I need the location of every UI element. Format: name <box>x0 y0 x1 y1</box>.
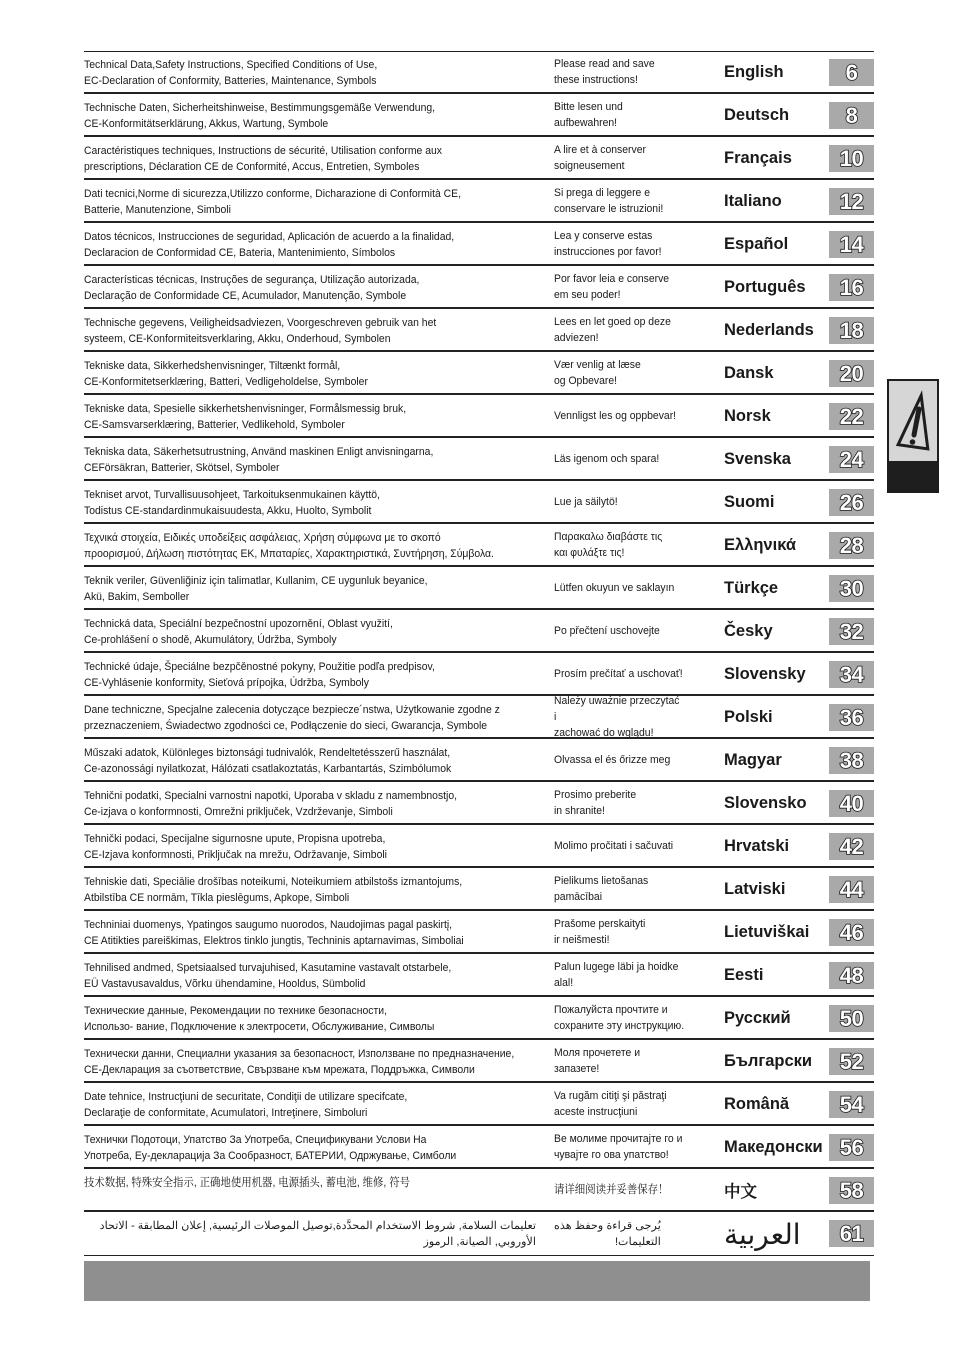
toc-note-text: Моля прочетете и запазете! <box>554 1047 641 1075</box>
toc-page-number[interactable]: 50 <box>829 1005 874 1032</box>
toc-note <box>554 1213 704 1255</box>
toc-note-text: A lire et à conserver soigneusement <box>554 144 646 172</box>
toc-note-text: Molimo pročitati i sačuvati <box>554 840 674 852</box>
toc-note-text: 请详细阅读并妥善保存！ <box>554 1184 669 1196</box>
toc-row[interactable] <box>84 181 874 223</box>
toc-description <box>84 1175 516 1191</box>
toc-page-number[interactable]: 34 <box>829 661 874 688</box>
toc-row[interactable] <box>84 310 874 352</box>
toc-row[interactable] <box>84 52 874 94</box>
toc-description-line: przeznaczeniem, Świadectwo zgodności ce, Podłączenie do sieci, Gwarancja, Symbole <box>84 720 488 732</box>
toc-note <box>554 482 694 522</box>
warning-exclamation-icon <box>889 381 937 461</box>
toc-description <box>84 186 516 218</box>
toc-description-line: Технические данные, Рекомендации по технике безопасности, <box>84 1005 387 1017</box>
toc-note <box>554 224 694 264</box>
toc-note-text: Vennligst les og oppbevar! <box>554 410 677 422</box>
toc-note-text: Prosím prečítať a uschovať! <box>554 668 683 680</box>
toc-description-line: Dane techniczne, Specjalne zalecenia dotyczące bezpiecze´nstwa, Użytkowanie zgodne z <box>84 704 500 716</box>
toc-language[interactable]: Español <box>724 234 789 253</box>
toc-note-text: Lütfen okuyun ve saklayın <box>554 582 675 594</box>
toc-description-line: EÜ Vastavusavaldus, Võrku ühendamine, Hooldus, Sümbolid <box>84 978 366 990</box>
toc-row[interactable] <box>84 697 874 739</box>
toc-note <box>554 912 694 952</box>
toc-description-line: الأوروبي, الصيانة, الرموز <box>423 1236 536 1248</box>
toc-page-number[interactable]: 12 <box>829 188 874 215</box>
toc-language[interactable]: Русский <box>724 1008 791 1027</box>
toc-description <box>84 874 516 906</box>
toc-language[interactable]: Română <box>724 1094 790 1113</box>
toc-page-number[interactable]: 40 <box>829 790 874 817</box>
toc-description-line: CE-Vyhlásenie konformity, Sieťová prípojka, Údržba, Symboly <box>84 677 369 689</box>
toc-page-number[interactable]: 54 <box>829 1091 874 1118</box>
toc-page-number[interactable]: 28 <box>829 532 874 559</box>
toc-note <box>554 826 694 866</box>
toc-description-line: CE-Декларация за съответствие, Свързване към мрежата, Поддръжка, Символи <box>84 1064 475 1076</box>
toc-description-line: Technické údaje, Špeciálne bezpčěnostné pokyny, Použitie podľa predpisov, <box>84 661 435 673</box>
footer-band <box>84 1261 870 1301</box>
toc-row[interactable] <box>84 568 874 610</box>
toc-row[interactable] <box>84 525 874 567</box>
toc-description <box>84 1218 536 1250</box>
toc-language[interactable]: Eesti <box>724 965 764 984</box>
toc-page-number[interactable]: 44 <box>829 876 874 903</box>
toc-language[interactable]: Nederlands <box>724 320 814 339</box>
toc-language[interactable]: Slovensky <box>724 664 806 683</box>
toc-description <box>84 788 516 820</box>
toc-row[interactable] <box>84 95 874 137</box>
toc-description-line: Datos técnicos, Instrucciones de seguridad, Aplicación de acuerdo a la finalidad, <box>84 231 455 243</box>
toc-description-line: Технички Подотоци, Упатство За Употреба, Спецификувани Услови На <box>84 1134 427 1146</box>
toc-page-number[interactable]: 32 <box>829 618 874 645</box>
toc-page-number[interactable]: 6 <box>829 59 874 86</box>
toc-row[interactable] <box>84 396 874 438</box>
toc-page-number[interactable]: 42 <box>829 833 874 860</box>
toc-description-line: Características técnicas, Instruções de segurança, Utilização autorizada, <box>84 274 420 286</box>
toc-page-number[interactable]: 22 <box>829 403 874 430</box>
toc-note-text: Vær venlig at læse og Opbevare! <box>554 359 641 387</box>
toc-note <box>554 1127 694 1167</box>
toc-note <box>554 783 694 823</box>
toc-language[interactable]: Slovensko <box>724 793 807 812</box>
toc-note <box>554 439 694 479</box>
toc-note-text: Lees en let goed op deze adviezen! <box>554 316 671 344</box>
toc-page-number[interactable]: 10 <box>829 145 874 172</box>
toc-note <box>554 869 694 909</box>
toc-row[interactable] <box>84 267 874 309</box>
table-of-contents <box>84 51 874 1257</box>
toc-description <box>84 487 516 519</box>
toc-page-number[interactable]: 48 <box>829 962 874 989</box>
toc-note <box>554 95 694 135</box>
toc-language[interactable]: Dansk <box>724 363 774 382</box>
toc-description-line: Ce-azonossági nyilatkozat, Hálózati csatlakoztatás, Karbantartás, Szimbólumok <box>84 763 452 775</box>
toc-description <box>84 57 516 89</box>
toc-description-line: Использо- вание, Подключение к электросети, Обслуживание, Символы <box>84 1021 435 1033</box>
toc-description <box>84 358 516 390</box>
toc-description-line: Akü, Bakim, Semboller <box>84 591 190 603</box>
toc-page-number[interactable]: 52 <box>829 1048 874 1075</box>
toc-note <box>554 310 694 350</box>
toc-row[interactable] <box>84 740 874 782</box>
toc-description-line: Tekniska data, Säkerhetsutrustning, Använd maskinen Enligt anvisningarna, <box>84 446 434 458</box>
toc-note <box>554 998 694 1038</box>
toc-note-text: يُرجى قراءة وحفظ هذه التعليمات! <box>554 1220 661 1248</box>
toc-description <box>84 530 516 562</box>
toc-description-line: EC-Declaration of Conformity, Batteries, Maintenance, Symbols <box>84 75 377 87</box>
toc-row[interactable] <box>84 783 874 825</box>
toc-note-text: Bitte lesen und aufbewahren! <box>554 101 623 129</box>
toc-description-line: Tekniske data, Spesielle sikkerhetshenvisninger, Formålsmessig bruk, <box>84 403 407 415</box>
toc-description-line: Technische Daten, Sicherheitshinweise, Bestimmungsgemäße Verwendung, <box>84 102 436 114</box>
toc-description-line: Technická data, Speciální bezpečnostní upozornění, Oblast využití, <box>84 618 393 630</box>
toc-description-line: CE-Konformitetserklæring, Batteri, Vedligeholdelse, Symboler <box>84 376 368 388</box>
toc-description-line: Declaraţie de conformitate, Acumulatori, Intreţinere, Simboluri <box>84 1107 368 1119</box>
toc-page-number[interactable]: 14 <box>829 231 874 258</box>
toc-description-line: Tehnilised andmed, Spetsiaalsed turvajuhised, Kasutamine vastavalt otstarbele, <box>84 962 452 974</box>
toc-row[interactable] <box>84 998 874 1040</box>
toc-note-text: Παρακαλω διαβάστε τις και φυλάξτε τις! <box>554 531 663 559</box>
toc-page-number[interactable]: 46 <box>829 919 874 946</box>
toc-note-text: Pielikums lietošanas pamācībai <box>554 875 649 903</box>
toc-row[interactable] <box>84 912 874 954</box>
toc-page-number[interactable]: 56 <box>829 1134 874 1161</box>
toc-row[interactable] <box>84 224 874 266</box>
toc-description-line: Tekniset arvot, Turvallisuusohjeet, Tarkoituksenmukainen käyttö, <box>84 489 380 501</box>
toc-description <box>84 573 516 605</box>
toc-description-line: CE-Konformitätserklärung, Akkus, Wartung, Symbole <box>84 118 329 130</box>
toc-note-text: Lea y conserve estas instrucciones por favor! <box>554 230 662 258</box>
toc-note-text: Пожалуйста прочтите и сохраните эту инструкцию. <box>554 1004 685 1032</box>
toc-language[interactable]: العربية <box>724 1217 801 1251</box>
toc-description-line: Caractéristiques techniques, Instructions de sécurité, Utilisation conforme aux <box>84 145 442 157</box>
toc-note-text: Please read and save these instructions! <box>554 58 655 86</box>
toc-description <box>84 229 516 261</box>
toc-note-text: Lue ja säilytö! <box>554 496 618 508</box>
toc-row[interactable] <box>84 1127 874 1169</box>
toc-note <box>554 1170 694 1210</box>
toc-description-line: Teknik veriler, Güvenliğiniz için talimatlar, Kullanim, CE uygunluk beyanice, <box>84 575 428 587</box>
toc-language[interactable]: Suomi <box>724 492 775 511</box>
toc-page-number[interactable]: 61 <box>829 1220 874 1247</box>
toc-note-text: Prosimo preberite in shranite! <box>554 789 637 817</box>
toc-description-line: Műszaki adatok, Különleges biztonsági tudnivalók, Rendeltetésszerű használat, <box>84 747 451 759</box>
toc-row[interactable] <box>84 611 874 653</box>
toc-language[interactable]: Български <box>724 1051 813 1070</box>
toc-page-number[interactable]: 8 <box>829 102 874 129</box>
toc-description-line: Declaração de Conformidade CE, Acumulador, Manutenção, Symbole <box>84 290 407 302</box>
toc-description-line: Τεχνικά στοιχεία, Ειδικές υποδείξεις ασφάλειας, Χρήση σύμφωνα με το σκοπό <box>84 532 441 544</box>
toc-description-line: CEFörsäkran, Batterier, Skötsel, Symboler <box>84 462 280 474</box>
toc-description <box>84 401 516 433</box>
toc-language[interactable]: Polski <box>724 707 773 726</box>
toc-note <box>554 697 694 737</box>
toc-note <box>554 1084 694 1124</box>
toc-language[interactable]: Hrvatski <box>724 836 790 855</box>
toc-description-line: تعليمات السلامة, شروط الاستخدام المحدَّدة,توصيل الموصلات الرئيسية, إعلان المطابقة - الاتحاد <box>99 1220 536 1232</box>
toc-language[interactable]: Česky <box>724 621 773 640</box>
toc-description-line: Употреба, Еу-декларација За Сообразност, БАТЕРИИ, Одржување, Симболи <box>84 1150 457 1162</box>
toc-description <box>84 659 516 691</box>
toc-note-text: Ве молиме прочитајте го и чувајте го ова упатство! <box>554 1133 683 1161</box>
toc-description <box>84 702 516 734</box>
toc-language[interactable]: Türkçe <box>724 578 779 597</box>
toc-row[interactable] <box>84 869 874 911</box>
toc-row[interactable] <box>84 1213 874 1256</box>
toc-page-number[interactable]: 36 <box>829 704 874 731</box>
toc-description <box>84 1003 516 1035</box>
toc-note-text: Prašome perskaityti ir neišmesti! <box>554 918 646 946</box>
toc-description-line: Date tehnice, Instrucţiuni de securitate, Condiţii de utilizare specifcate, <box>84 1091 408 1103</box>
toc-language[interactable]: Latviski <box>724 879 786 898</box>
toc-description-line: Tehniskie dati, Speciālie drošības noteikumi, Noteikumiem atbilstošs izmantojums, <box>84 876 463 888</box>
toc-description-line: Declaracion de Conformidad CE, Bateria, Mantenimiento, Símbolos <box>84 247 396 259</box>
toc-note <box>554 267 694 307</box>
toc-page-number[interactable]: 26 <box>829 489 874 516</box>
toc-description <box>84 745 516 777</box>
toc-row[interactable] <box>84 1041 874 1083</box>
toc-description-line: Technische gegevens, Veiligheidsadviezen, Voorgeschreven gebruik van het <box>84 317 437 329</box>
toc-description <box>84 917 516 949</box>
toc-page-number[interactable]: 24 <box>829 446 874 473</box>
toc-description-line: Technical Data,Safety Instructions, Specified Conditions of Use, <box>84 59 378 71</box>
toc-description-line: Tehnični podatki, Specialni varnostni napotki, Uporaba v skladu z namembnostjo, <box>84 790 458 802</box>
toc-note <box>554 138 694 178</box>
toc-description <box>84 1089 516 1121</box>
toc-language[interactable]: Македонски <box>724 1137 823 1156</box>
toc-page-number[interactable]: 18 <box>829 317 874 344</box>
toc-description-line: Dati tecnici,Norme di sicurezza,Utilizzo conforme, Dicharazione di Conformità CE, <box>84 188 462 200</box>
toc-note-text: Läs igenom och spara! <box>554 453 660 465</box>
toc-description-line: CE-Izjava konformnosti, Priključak na mrežu, Održavanje, Simboli <box>84 849 388 861</box>
toc-language[interactable]: Lietuviškai <box>724 922 810 941</box>
toc-row[interactable] <box>84 439 874 481</box>
toc-page-number[interactable]: 16 <box>829 274 874 301</box>
toc-note-text: Si prega di leggere e conservare le istruzioni! <box>554 187 664 215</box>
toc-note-text: Należy uważnie przeczytać i zachować do wglądu! <box>554 695 680 739</box>
toc-note-text: Po přečtení uschovejte <box>554 625 660 637</box>
toc-language[interactable]: 中文 <box>724 1183 757 1201</box>
toc-description-line: προορισμού, Δήλωση πιστότητας ΕΚ, Μπαταρίες, Χαρακτηριστικά, Συντήρηση, Σύμβολα. <box>84 548 494 560</box>
toc-description <box>84 1046 516 1078</box>
toc-description <box>84 100 516 132</box>
toc-page-number[interactable]: 20 <box>829 360 874 387</box>
toc-description-line: Ce-prohlášení o shodě, Akumulátory, Údržba, Symboly <box>84 634 337 646</box>
toc-row[interactable] <box>84 482 874 524</box>
toc-note <box>554 611 694 651</box>
toc-row[interactable] <box>84 138 874 180</box>
toc-page-number[interactable]: 38 <box>829 747 874 774</box>
toc-page-number[interactable]: 30 <box>829 575 874 602</box>
toc-description <box>84 960 516 992</box>
toc-language[interactable]: Italiano <box>724 191 782 210</box>
toc-note <box>554 525 694 565</box>
toc-description-line: 技术数据, 特殊安全指示, 正确地使用机器, 电源插头, 蓄电池, 维修, 符号 <box>84 1177 411 1189</box>
toc-note-text: Olvassa el és őrizze meg <box>554 754 671 766</box>
toc-description-line: Tehnički podaci, Specijalne sigurnosne upute, Propisna upotreba, <box>84 833 386 845</box>
toc-note <box>554 181 694 221</box>
toc-note <box>554 955 694 995</box>
toc-note <box>554 396 694 436</box>
toc-page-number[interactable]: 58 <box>829 1177 874 1204</box>
toc-description-line: Tekniske data, Sikkerhedshenvisninger, Tiltænkt formål, <box>84 360 341 372</box>
toc-note-text: Por favor leia e conserve em seu poder! <box>554 273 670 301</box>
toc-note <box>554 52 694 92</box>
toc-row[interactable] <box>84 353 874 395</box>
toc-note-text: Palun lugege läbi ja hoidke alal! <box>554 961 679 989</box>
toc-description-line: Технически данни, Специални указания за безопасност, Използване по предназначение, <box>84 1048 515 1060</box>
toc-description-line: Ce-izjava o konformnosti, Omrežni priključek, Vzdrževanje, Simboli <box>84 806 393 818</box>
toc-row[interactable] <box>84 955 874 997</box>
toc-row[interactable] <box>84 826 874 868</box>
toc-note <box>554 654 694 694</box>
toc-note <box>554 1041 694 1081</box>
toc-row[interactable] <box>84 1170 874 1212</box>
toc-description-line: prescriptions, Déclaration CE de Conformité, Accus, Entretien, Symboles <box>84 161 420 173</box>
toc-description-line: CE-Samsvarserklæring, Batterier, Vedlikehold, Symboler <box>84 419 345 431</box>
toc-language[interactable]: Svenska <box>724 449 791 468</box>
toc-note-text: Va rugăm citiţi şi păstraţi aceste instrucţiuni <box>554 1090 667 1118</box>
toc-note <box>554 353 694 393</box>
toc-description-line: Techniniai duomenys, Ypatingos saugumo nuorodos, Naudojimas pagal paskirtį, <box>84 919 453 931</box>
toc-description <box>84 143 516 175</box>
toc-language[interactable]: Français <box>724 148 792 167</box>
toc-row[interactable] <box>84 654 874 696</box>
toc-description-line: CE Atitikties pareiškimas, Elektros tinklo jungtis, Techninis aptarnavimas, Simboliai <box>84 935 464 947</box>
toc-language[interactable]: Português <box>724 277 806 296</box>
toc-language[interactable]: Ελληνικά <box>724 535 796 554</box>
toc-description-line: Atbilstība CE normām, Tīkla pieslēgums, Apkope, Simboli <box>84 892 350 904</box>
toc-row[interactable] <box>84 1084 874 1126</box>
toc-note <box>554 740 694 780</box>
toc-language[interactable]: English <box>724 62 784 81</box>
toc-description-line: systeem, CE-Konformiteitsverklaring, Akku, Onderhoud, Symbolen <box>84 333 391 345</box>
toc-description-line: Todistus CE-standardinmukaisuudesta, Akku, Huolto, Symbolit <box>84 505 372 517</box>
toc-language[interactable]: Norsk <box>724 406 771 425</box>
toc-language[interactable]: Deutsch <box>724 105 790 124</box>
toc-description <box>84 831 516 863</box>
toc-language[interactable]: Magyar <box>724 750 782 769</box>
toc-description-line: Batterie, Manutenzione, Simboli <box>84 204 231 216</box>
toc-description <box>84 444 516 476</box>
toc-description <box>84 616 516 648</box>
toc-note <box>554 568 694 608</box>
toc-description <box>84 1132 516 1164</box>
toc-description <box>84 315 516 347</box>
toc-description <box>84 272 516 304</box>
